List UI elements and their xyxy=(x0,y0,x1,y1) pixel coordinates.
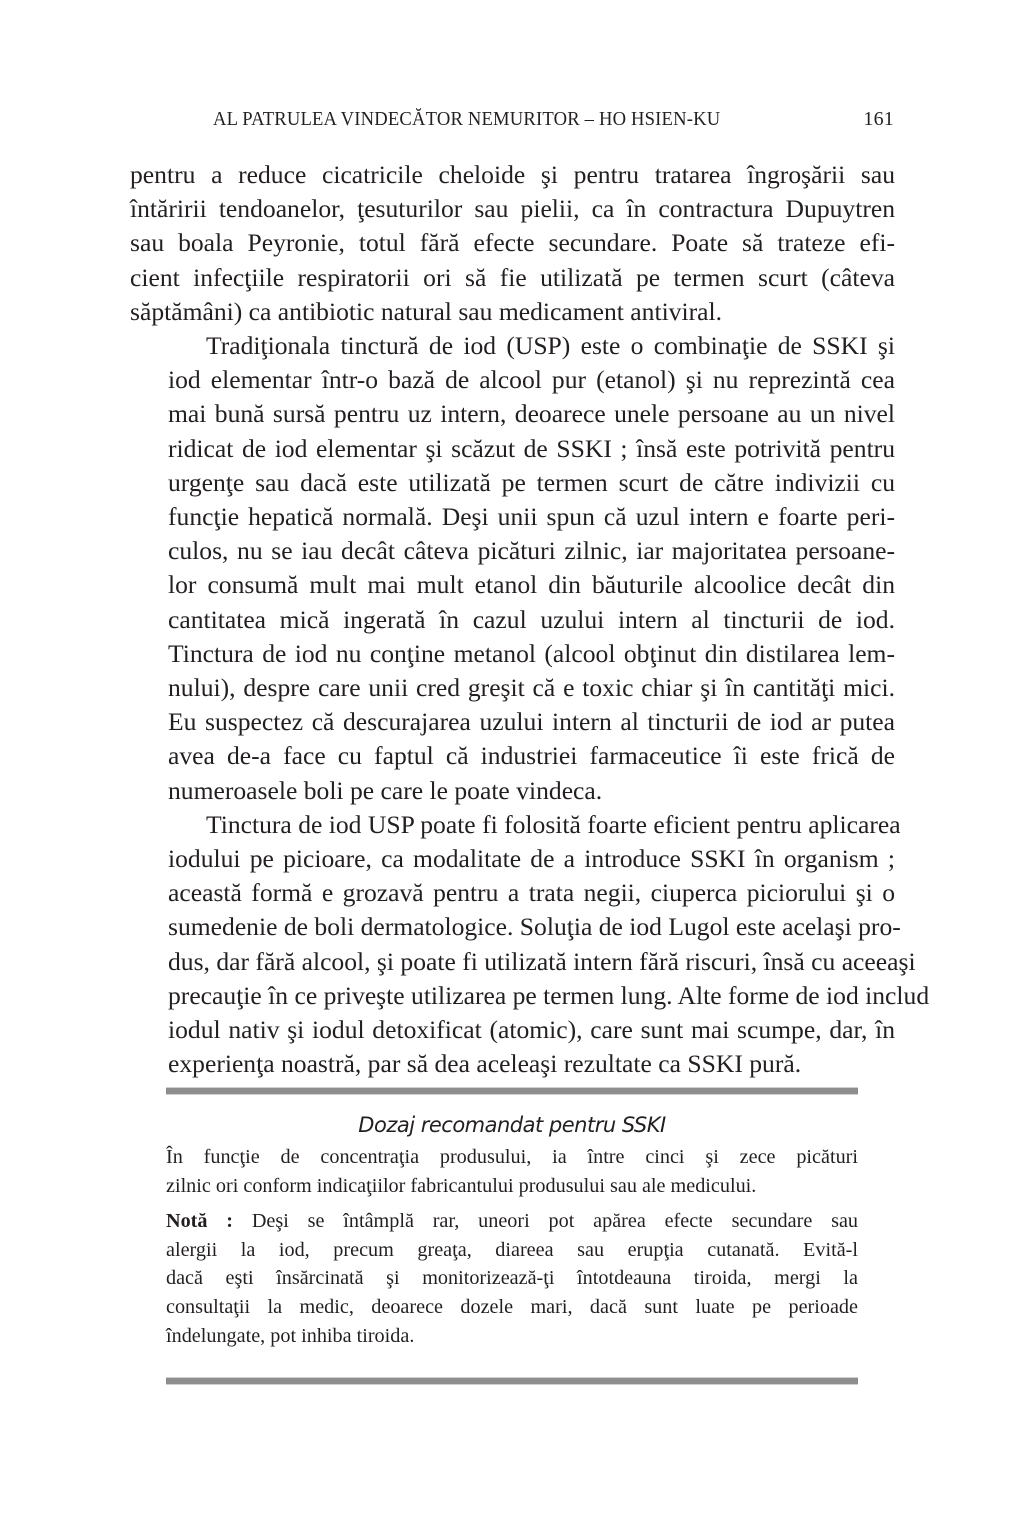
page-number: 161 xyxy=(863,108,894,130)
note-first-line: Deşi se întâmplă rar, uneori pot apărea efecte secundare sau xyxy=(233,1210,858,1233)
text-line: precauţie în ce priveşte utilizarea pe termen lung. Alte forme de iod includ xyxy=(168,980,930,1010)
text-line: consultaţii la medic, deoarece dozele mari, dacă sunt luate pe perioade xyxy=(166,1295,858,1318)
text-line: urgenţe sau dacă este utilizată pe termen scurt de către indivizii cu xyxy=(168,467,895,497)
text-line: cantitatea mică ingerată în cazul uzului intern al tincturii de iod. xyxy=(168,604,895,634)
text-line: numeroasele boli pe care le poate vindeca. xyxy=(168,775,603,805)
top-rule xyxy=(166,1087,858,1095)
box-title: Dozaj recomandat pentru SSKI xyxy=(358,1113,666,1137)
text-line: În funcţie de concentraţia produsului, ia între cinci şi zece picături xyxy=(166,1146,858,1168)
text-line: dus, dar fără alcool, şi poate fi utilizată intern fără riscuri, însă cu aceeaşi xyxy=(168,946,916,976)
text-line: lor consumă mult mai mult etanol din băuturile alcoolice decât din xyxy=(168,570,895,600)
text-line: culos, nu se iau decât câteva picături zilnic, iar majoritatea persoane- xyxy=(168,536,895,566)
bottom-rule xyxy=(166,1377,858,1385)
text-line: zilnic ori conform indicaţiilor fabricantului produsului sau ale medicului. xyxy=(166,1174,757,1197)
text-line: Eu suspectez că descurajarea uzului intern al tincturii de iod ar putea xyxy=(168,707,895,737)
text-line: iod elementar într-o bază de alcool pur (etanol) şi nu reprezintă cea xyxy=(168,365,895,395)
text-line: alergii la iod, precum greaţa, diareea sau erupţia cutanată. Evită-l xyxy=(166,1238,858,1261)
text-line: sumedenie de boli dermatologice. Soluţia de iod Lugol este acelaşi pro- xyxy=(168,912,901,942)
paragraph-3 xyxy=(130,808,930,1082)
text-line: iodului pe picioare, ca modalitate de a introduce SSKI în organism ; xyxy=(168,844,895,874)
text-line: dacă eşti însărcinată şi monitorizează-ţi întotdeauna tiroida, mergi la xyxy=(166,1267,858,1290)
text-line: nului), despre care unii cred greşit că e toxic chiar şi în cantităţi mici. xyxy=(168,673,895,703)
text-line: întăririi tendoanelor, ţesuturilor sau pielii, ca în contractura Dupuytren xyxy=(130,194,895,224)
text-line: experienţa noastră, par să dea aceleaşi rezultate ca SSKI pură. xyxy=(168,1049,802,1079)
text-line: funcţie hepatică normală. Deşi unii spun că uzul intern e foarte peri- xyxy=(168,502,895,532)
paragraph-1 xyxy=(130,158,895,329)
dosage-text xyxy=(166,1143,858,1200)
text-line: îndelungate, pot inhiba tiroida. xyxy=(166,1324,415,1347)
text-line: ridicat de iod elementar şi scăzut de SSKI ; însă este potrivită pentru xyxy=(168,433,895,463)
text-line: Tinctura de iod USP poate fi folosită foarte eficient pentru aplicarea xyxy=(206,809,901,839)
dosage-box xyxy=(166,1087,858,1350)
text-line xyxy=(166,1207,858,1236)
text-line: această formă e grozavă pentru a trata negii, ciuperca piciorului şi o xyxy=(168,878,895,908)
text-line: Tradiţionala tinctură de iod (USP) este o combinaţie de SSKI şi xyxy=(206,331,895,361)
paragraph-2 xyxy=(130,329,895,808)
note-text xyxy=(166,1207,858,1350)
text-line: cient infecţiile respiratorii ori să fie utilizată pe termen scurt (câteva xyxy=(130,262,895,292)
text-line: sau boala Peyronie, totul fără efecte secundare. Poate să trateze efi- xyxy=(130,228,895,258)
text-line: avea de-a face cu faptul că industriei farmaceutice îi este frică de xyxy=(168,741,895,771)
running-title: AL PATRULEA VINDECĂTOR NEMURITOR – HO HSIEN-KU xyxy=(213,108,721,130)
note-label: Notă : xyxy=(166,1210,234,1233)
text-line: iodul nativ şi iodul detoxificat (atomic), care sunt mai scumpe, dar, în xyxy=(168,1015,895,1045)
text-line: pentru a reduce cicatricile cheloide şi pentru tratarea îngroşării sau xyxy=(130,160,895,189)
body-text xyxy=(130,158,930,1081)
text-line: Tinctura de iod nu conţine metanol (alcool obţinut din distilarea lem- xyxy=(168,638,895,668)
text-line: săptămâni) ca antibiotic natural sau medicament antiviral. xyxy=(130,296,722,326)
running-header xyxy=(130,104,894,138)
text-line: mai bună sursă pentru uz intern, deoarece unele persoane au un nivel xyxy=(168,399,895,429)
